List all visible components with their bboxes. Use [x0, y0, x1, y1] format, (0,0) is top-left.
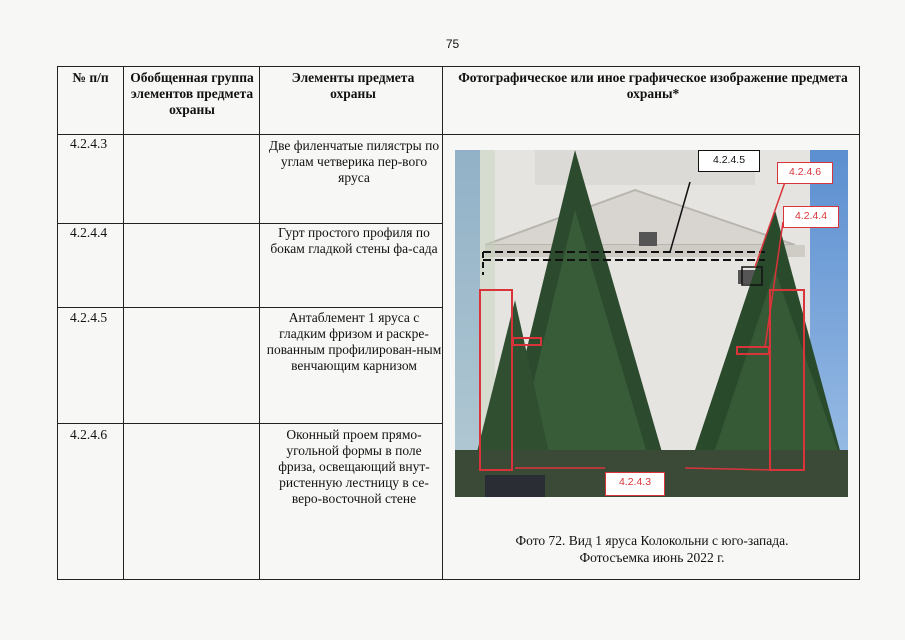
row-element: Оконный проем прямо-угольной формы в поле фриза, освещающий внут-ристенную лестницу в се-веро-восточной стене: [278, 427, 430, 506]
row-divider-3: [58, 423, 442, 424]
header-num: № п/п: [72, 70, 109, 85]
col-divider-2: [259, 67, 260, 579]
header-group: Обобщенная группа элементов предмета охраны: [130, 70, 254, 117]
row-num: 4.2.4.6: [70, 427, 108, 442]
bell-tower-photo: [455, 150, 848, 497]
header-divider: [58, 134, 859, 135]
row-element: Гурт простого профиля по бокам гладкой стены фа-сада: [270, 225, 438, 256]
header-image: Фотографическое или иное графическое изображение предмета охраны*: [458, 70, 848, 101]
col-divider-3: [442, 67, 443, 579]
protection-table: [57, 66, 860, 580]
row-divider-1: [58, 223, 442, 224]
caption-line-1: Фото 72. Вид 1 яруса Колокольни с юго-запада.: [515, 533, 789, 548]
row-num: 4.2.4.5: [70, 310, 108, 325]
photo-label-4-2-4-4: 4.2.4.4: [783, 206, 839, 228]
row-element: Антаблемент 1 яруса с гладким фризом и раскре-пованным профилирован-ным венчающим карнизом: [266, 310, 442, 373]
photo-label-4-2-4-3: 4.2.4.3: [605, 472, 665, 496]
photo-caption: [444, 532, 860, 566]
row-element: Две филенчатые пилястры по углам четверика пер-вого яруса: [268, 138, 440, 185]
row-divider-2: [58, 307, 442, 308]
photo-label-4-2-4-5: 4.2.4.5: [698, 150, 760, 172]
photo-label-4-2-4-6: 4.2.4.6: [777, 162, 833, 184]
page-number: 75: [445, 37, 460, 51]
caption-line-2: Фотосъемка июнь 2022 г.: [579, 550, 725, 565]
row-num: 4.2.4.4: [70, 225, 108, 240]
col-divider-1: [123, 67, 124, 579]
row-num: 4.2.4.3: [70, 136, 108, 151]
header-elements: Элементы предмета охраны: [291, 70, 415, 101]
